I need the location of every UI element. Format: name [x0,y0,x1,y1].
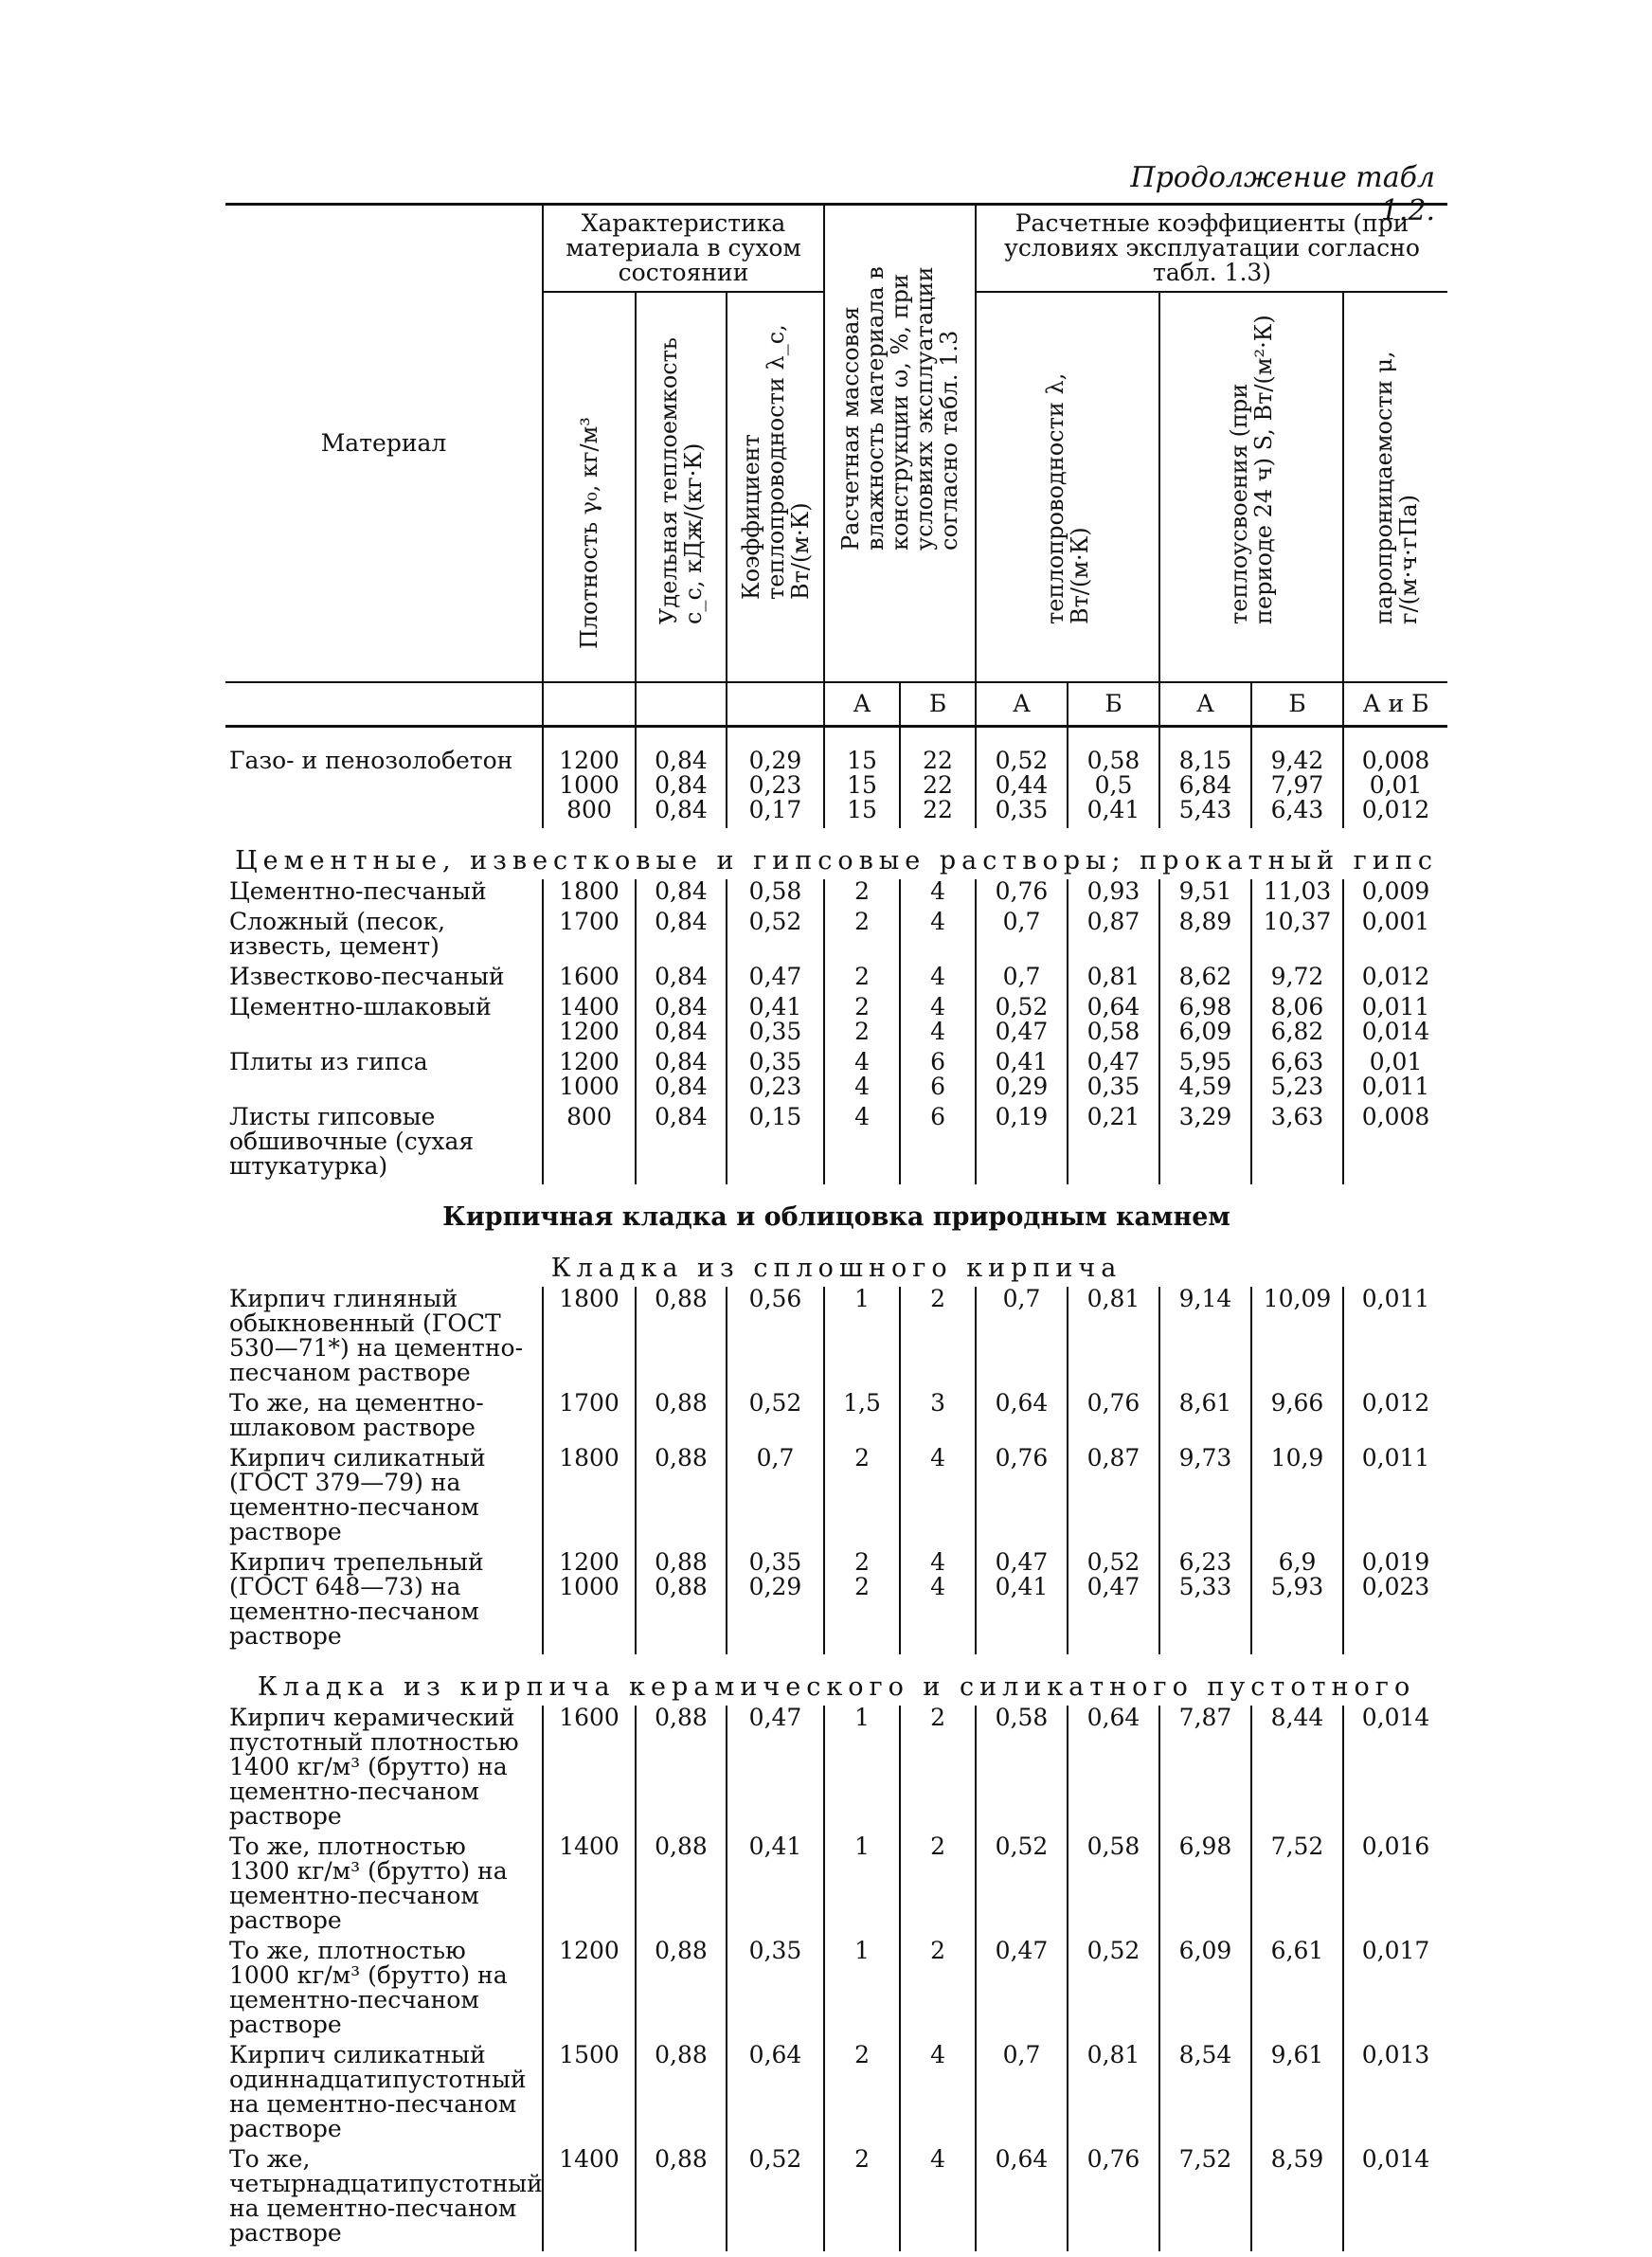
value-cell: 0,47 [976,1939,1068,2037]
value-cell: 0,011 0,014 [1343,995,1447,1044]
value-cell: 0,88 [636,1391,727,1440]
value-cell: 0,41 [727,1834,824,1933]
value-cell: 0,56 [727,1287,824,1385]
value-cell: 0,76 [976,1446,1068,1544]
table-row [225,1446,1447,1544]
value-cell: 0,88 [636,1706,727,1829]
value-cell: 0,017 [1343,1939,1447,2037]
table-row [225,1391,1447,1440]
table-row [225,1105,1447,1179]
value-cell: 0,47 0,41 [976,1550,1068,1649]
value-cell: 0,64 [976,1391,1068,1440]
value-cell: 4 [900,965,976,989]
value-cell: 0,81 [1068,2043,1159,2141]
value-cell: 15 15 15 [824,727,900,823]
value-cell: 0,35 0,23 [727,1050,824,1099]
material-name: Сложный (песок, известь, цемент) [229,908,446,960]
material-name: Плиты из гипса [229,1048,428,1075]
value-cell: 0,52 [1068,1939,1159,2037]
section-title: Кладка из кирпича керамического и силикатного пустотного [257,1672,1416,1702]
value-cell: 0,29 0,23 0,17 [727,727,824,823]
material-name: Цементно-песчаный [229,877,487,905]
value-cell: 0,012 [1343,965,1447,989]
table-row [225,727,1447,823]
value-cell: 10,09 [1251,1287,1343,1385]
value-cell: 9,14 [1159,1287,1251,1385]
value-cell: 1,5 [824,1391,900,1440]
value-cell: 0,58 [976,1706,1068,1829]
value-cell: 0,88 [636,1446,727,1544]
value-cell: 0,58 [727,879,824,904]
value-cell: 2 [900,1287,976,1385]
density-header-text: Плотность γ₀, кг/м³ [576,417,602,649]
value-cell: 0,19 [976,1105,1068,1179]
row-gap [225,2246,1447,2251]
value-cell: 4 [900,2147,976,2246]
value-cell: 8,44 [1251,1706,1343,1829]
value-cell: 0,84 0,84 0,84 [636,727,727,823]
material-name: То же, плотностью 1300 кг/м³ (брутто) на цементно-песчаном растворе [229,1833,508,1934]
material-name: То же, плотностью 1000 кг/м³ (брутто) на цементно-песчаном растворе [229,1937,508,2038]
moisture-col-b: Б [900,682,976,727]
value-cell: 1700 [543,1391,636,1440]
value-cell: 6 [900,1105,976,1179]
value-cell: 0,011 [1343,1446,1447,1544]
material-name: Цементно-шлаковый [229,993,492,1020]
value-cell: 6,23 5,33 [1159,1550,1251,1649]
material-name: Кирпич силикатный одиннадцатипустотный на цементно-песчаном растворе [229,2041,527,2142]
value-cell: 3,63 [1251,1105,1343,1179]
moisture-col-a: А [824,682,900,727]
value-cell: 2 [824,2147,900,2246]
value-cell: 0,008 0,01 0,012 [1343,727,1447,823]
value-cell: 0,58 [1068,1834,1159,1933]
value-cell: 3 [900,1391,976,1440]
value-cell: 800 [543,1105,636,1179]
section-title: Цементные, известковые и гипсовые растворы; прокатный гипс [235,846,1438,876]
value-cell: 2 [824,910,900,959]
section-subtitle-row [225,1236,1447,1287]
value-cell: 6,98 [1159,1834,1251,1933]
conductivity-header-text: теплопроводности λ, Вт/(м·К) [1042,372,1094,624]
value-cell: 0,64 [976,2147,1068,2246]
value-cell: 1 [824,1287,900,1385]
value-cell: 1200 1000 800 [543,727,636,823]
value-cell: 4 [900,1446,976,1544]
ab-spacer [543,682,636,727]
table-row [225,1706,1447,1829]
permeability-header [1343,292,1447,682]
value-cell: 0,014 [1343,1706,1447,1829]
dry-state-group-header: Характеристика материала в сухом состоянии [543,205,824,293]
value-cell: 0,35 0,29 [727,1550,824,1649]
conductivity-col-b: Б [1068,682,1159,727]
moisture-header [824,205,976,683]
value-cell: 0,52 0,47 [976,995,1068,1044]
value-cell: 0,88 [636,1834,727,1933]
value-cell: 0,93 [1068,879,1159,904]
value-cell: 6,63 5,23 [1251,1050,1343,1099]
value-cell: 2 [824,2043,900,2141]
value-cell: 2 [824,1446,900,1544]
table-continuation-caption: Продолжение табл 1.2. [1130,161,1435,227]
value-cell: 0,21 [1068,1105,1159,1179]
value-cell: 0,84 [636,965,727,989]
value-cell: 0,52 0,44 0,35 [976,727,1068,823]
value-cell: 0,41 0,35 [727,995,824,1044]
value-cell: 1200 1000 [543,1050,636,1099]
table-row [225,879,1447,904]
table-row [225,910,1447,959]
value-cell: 8,59 [1251,2147,1343,2246]
value-cell: 1 [824,1939,900,2037]
table-body [225,727,1447,2252]
value-cell: 10,37 [1251,910,1343,959]
section-title-row [225,828,1447,879]
value-cell: 0,88 [636,1939,727,2037]
value-cell: 0,011 [1343,1287,1447,1385]
ab-spacer [727,682,824,727]
value-cell: 4 4 [900,1550,976,1649]
value-cell: 1500 [543,2043,636,2141]
permeability-header-text: паропроницаемости μ, г/(м·ч·гПа) [1370,351,1422,624]
dry-conductivity-header [727,292,824,682]
value-cell: 7,52 [1159,2147,1251,2246]
value-cell: 9,51 [1159,879,1251,904]
value-cell: 0,7 [727,1446,824,1544]
value-cell: 0,88 [636,2147,727,2246]
value-cell: 1800 [543,1287,636,1385]
value-cell: 0,47 [727,965,824,989]
absorption-col-a: А [1159,682,1251,727]
value-cell: 8,61 [1159,1391,1251,1440]
material-name: Известково-песчаный [229,963,505,990]
value-cell: 0,7 [976,965,1068,989]
value-cell: 0,88 [636,1287,727,1385]
material-name: Листы гипсовые обшивочные (сухая штукатурка) [229,1103,475,1180]
value-cell: 1600 [543,1706,636,1829]
value-cell: 6,9 5,93 [1251,1550,1343,1649]
value-cell: 7,52 [1251,1834,1343,1933]
table-row [225,1550,1447,1649]
value-cell: 0,013 [1343,2043,1447,2141]
value-cell: 0,7 [976,910,1068,959]
value-cell: 6,09 [1159,1939,1251,2037]
value-cell: 9,42 7,97 6,43 [1251,727,1343,823]
value-cell: 1200 1000 [543,1550,636,1649]
value-cell: 0,008 [1343,1105,1447,1179]
value-cell: 0,84 [636,910,727,959]
value-cell: 0,81 [1068,1287,1159,1385]
value-cell: 0,76 [1068,1391,1159,1440]
value-cell: 2 2 [824,995,900,1044]
material-header: Материал [225,205,543,683]
value-cell: 2 [824,965,900,989]
value-cell: 8,15 6,84 5,43 [1159,727,1251,823]
value-cell: 0,84 [636,879,727,904]
permeability-col-ab: А и Б [1343,682,1447,727]
value-cell: 1 [824,1706,900,1829]
value-cell: 0,84 0,84 [636,1050,727,1099]
value-cell: 9,61 [1251,2043,1343,2141]
value-cell: 1400 [543,2147,636,2246]
table-row [225,2147,1447,2246]
value-cell: 5,95 4,59 [1159,1050,1251,1099]
value-cell: 9,66 [1251,1391,1343,1440]
heat-capacity-header [636,292,727,682]
conductivity-col-a: А [976,682,1068,727]
value-cell: 1700 [543,910,636,959]
conductivity-header [976,292,1159,682]
section-title-row [225,1184,1447,1236]
value-cell: 0,52 [727,1391,824,1440]
value-cell: 1200 [543,1939,636,2037]
value-cell: 2 [900,1706,976,1829]
value-cell: 0,001 [1343,910,1447,959]
value-cell: 4 4 [900,995,976,1044]
value-cell: 0,7 [976,1287,1068,1385]
value-cell: 8,89 [1159,910,1251,959]
moisture-header-text: Расчетная массовая влажность материала в конструкции ω, %, при условиях эксплуатации согласно табл. 1.3 [837,266,963,551]
value-cell: 2 [900,1834,976,1933]
value-cell: 0,016 [1343,1834,1447,1933]
value-cell: 1400 1200 [543,995,636,1044]
value-cell: 0,76 [1068,2147,1159,2246]
value-cell: 7,87 [1159,1706,1251,1829]
material-name: Кирпич глиняный обыкновенный (ГОСТ 530—71*) на цементно-песчаном растворе [229,1285,524,1386]
value-cell: 0,84 0,84 [636,995,727,1044]
design-coefficients-group-header: Расчетные коэффициенты (при условиях эксплуатации согласно табл. 1.3) [976,205,1447,293]
value-cell: 8,06 6,82 [1251,995,1343,1044]
value-cell: 4 [900,879,976,904]
value-cell: 4 [900,2043,976,2141]
value-cell: 0,76 [976,879,1068,904]
value-cell: 0,87 [1068,910,1159,959]
value-cell: 8,54 [1159,2043,1251,2141]
table-row [225,1287,1447,1385]
value-cell: 6,61 [1251,1939,1343,2037]
value-cell: 0,15 [727,1105,824,1179]
absorption-header [1159,292,1343,682]
section-title-row [225,1654,1447,1706]
value-cell: 0,52 [976,1834,1068,1933]
absorption-col-b: Б [1251,682,1343,727]
value-cell: 2 [900,1939,976,2037]
value-cell: 9,72 [1251,965,1343,989]
value-cell: 1800 [543,1446,636,1544]
value-cell: 3,29 [1159,1105,1251,1179]
value-cell: 6 6 [900,1050,976,1099]
table-row [225,2043,1447,2141]
value-cell: 0,012 [1343,1391,1447,1440]
value-cell: 1 [824,1834,900,1933]
density-header [543,292,636,682]
value-cell: 1400 [543,1834,636,1933]
value-cell: 4 [900,910,976,959]
value-cell: 1600 [543,965,636,989]
value-cell: 0,52 0,47 [1068,1550,1159,1649]
value-cell: 6,98 6,09 [1159,995,1251,1044]
value-cell: 0,019 0,023 [1343,1550,1447,1649]
value-cell: 2 [824,879,900,904]
value-cell: 0,64 [1068,1706,1159,1829]
value-cell: 0,84 [636,1105,727,1179]
value-cell: 4 4 [824,1050,900,1099]
value-cell: 0,52 [727,2147,824,2246]
value-cell: 8,62 [1159,965,1251,989]
thermal-properties-table [225,203,1447,2251]
material-name: То же, на цементно-шлаковом растворе [229,1389,484,1441]
value-cell: 0,88 0,88 [636,1550,727,1649]
ab-spacer [225,682,543,727]
section-subtitle: Кладка из сплошного кирпича [550,1254,1122,1283]
value-cell: 0,58 0,5 0,41 [1068,727,1159,823]
value-cell: 0,52 [727,910,824,959]
value-cell: 0,64 0,58 [1068,995,1159,1044]
value-cell: 11,03 [1251,879,1343,904]
value-cell: 0,81 [1068,965,1159,989]
value-cell: 4 [824,1105,900,1179]
material-name: Кирпич керамический пустотный плотностью 1400 кг/м³ (брутто) на цементно-песчаном растворе [229,1704,519,1830]
material-name: Газо- и пенозолобетон [229,747,513,774]
value-cell: 1800 [543,879,636,904]
table-row [225,1834,1447,1933]
value-cell: 0,01 0,011 [1343,1050,1447,1099]
value-cell: 0,88 [636,2043,727,2141]
value-cell: 22 22 22 [900,727,976,823]
table-row [225,995,1447,1044]
table-row [225,1939,1447,2037]
absorption-header-text: теплоусвоения (при периоде 24 ч) S, Вт/(м²·К) [1226,315,1278,624]
value-cell: 0,7 [976,2043,1068,2141]
value-cell: 9,73 [1159,1446,1251,1544]
value-cell: 0,47 [727,1706,824,1829]
value-cell: 0,87 [1068,1446,1159,1544]
material-name: Кирпич силикатный (ГОСТ 379—79) на цементно-песчаном растворе [229,1444,486,1545]
value-cell: 0,47 0,35 [1068,1050,1159,1099]
table-row [225,965,1447,989]
dry-conductivity-header-text: Коэффициент теплопроводности λ_c, Вт/(м·К) [737,324,814,600]
ab-spacer [636,682,727,727]
value-cell: 0,009 [1343,879,1447,904]
value-cell: 0,014 [1343,2147,1447,2246]
material-name: То же, четырнадцатипустотный на цементно-песчаном растворе [229,2145,543,2247]
value-cell: 2 2 [824,1550,900,1649]
value-cell: 0,35 [727,1939,824,2037]
value-cell: 0,41 0,29 [976,1050,1068,1099]
section-title: Кирпичная кладка и облицовка природным камнем [442,1202,1230,1232]
heat-capacity-header-text: Удельная теплоемкость c_c, кДж/(кг·К) [655,337,707,624]
value-cell: 0,64 [727,2043,824,2141]
table-row [225,1050,1447,1099]
value-cell: 10,9 [1251,1446,1343,1544]
material-name: Кирпич трепельный (ГОСТ 648—73) на цементно-песчаном растворе [229,1548,484,1650]
